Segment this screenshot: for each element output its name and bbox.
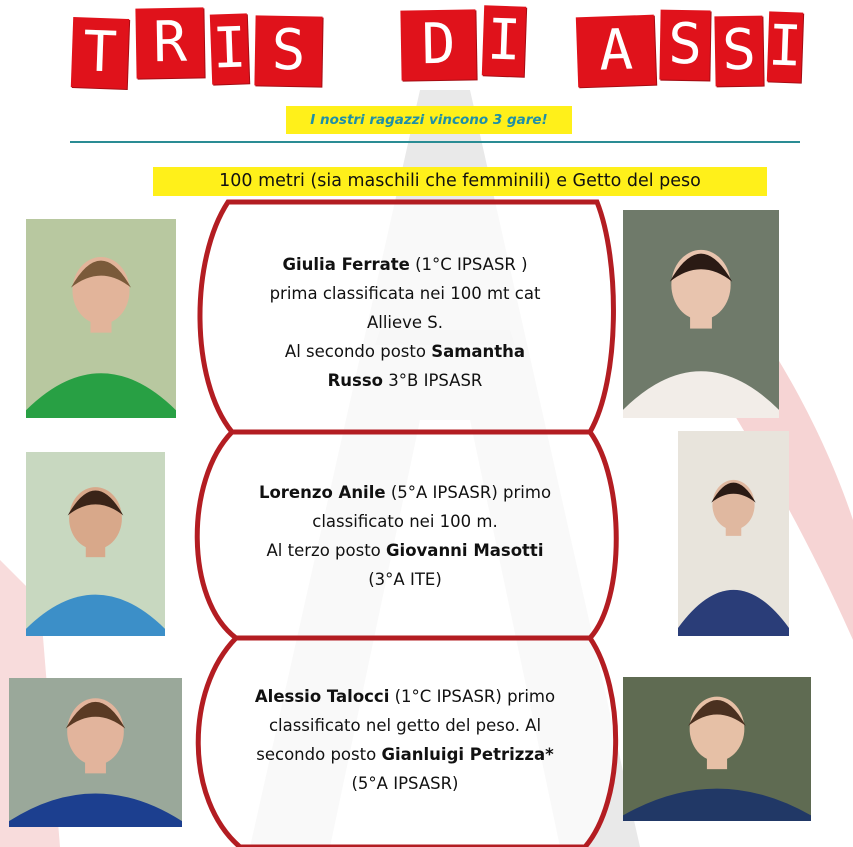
bubble-name: Alessio Talocci — [254, 687, 390, 706]
bubble-line — [195, 769, 615, 798]
photo-giovanni-masotti — [678, 431, 789, 636]
bubble-name: Samantha — [431, 342, 526, 361]
title-tile: S — [714, 16, 763, 87]
bubble-line — [205, 279, 605, 308]
bubble-text: Allieve S. — [366, 313, 444, 332]
bubble-text-giulia — [205, 250, 605, 395]
bubble-text-alessio — [195, 682, 615, 798]
bubble-name: Giulia Ferrate — [282, 255, 410, 274]
bubble-line — [195, 682, 615, 711]
bubble-text-lorenzo — [205, 478, 605, 594]
bubble-line — [205, 308, 605, 337]
bubble-text: classificato nei 100 m. — [312, 512, 498, 531]
bubble-line — [195, 711, 615, 740]
bubble-line — [205, 565, 605, 594]
bubble-text: Al secondo posto — [284, 342, 432, 361]
bubble-text: Al terzo posto — [266, 541, 387, 560]
bubble-line — [205, 250, 605, 279]
bubble-name: Giovanni Masotti — [386, 541, 544, 560]
bubble-text: 3°B IPSASR — [383, 371, 483, 390]
photo-giulia-ferrate — [26, 219, 176, 418]
title-tile: I — [482, 5, 526, 76]
bubble-name: Gianluigi Petrizza* — [381, 745, 554, 764]
bubble-text: (5°A IPSASR) primo — [385, 483, 552, 502]
bubble-text: secondo posto — [256, 745, 382, 764]
title-tile: S — [254, 15, 322, 86]
title-tile: R — [135, 7, 204, 78]
bubble-name: Russo — [327, 371, 384, 390]
photo-gianluigi-petrizza — [623, 677, 811, 821]
title-tile: D — [400, 9, 476, 80]
bubble-line — [205, 337, 605, 366]
bubble-text: (1°C IPSASR ) — [409, 255, 528, 274]
section-heading: 100 metri (sia maschili che femminili) e Getto del peso — [153, 167, 767, 196]
photo-samantha-russo — [623, 210, 779, 418]
bubble-line — [205, 478, 605, 507]
title-tile: S — [659, 10, 710, 81]
bubble-line — [205, 366, 605, 395]
bubble-text: (3°A ITE) — [368, 570, 442, 589]
title-tile: I — [767, 11, 803, 82]
photo-alessio-talocci — [9, 678, 182, 827]
bubble-line — [205, 536, 605, 565]
photo-lorenzo-anile — [26, 452, 165, 636]
bubble-line — [205, 507, 605, 536]
bubble-line — [195, 740, 615, 769]
title-tile: T — [71, 17, 129, 89]
title-tile: A — [576, 15, 656, 88]
bubble-text: (1°C IPSASR) primo — [389, 687, 556, 706]
bubble-name: Lorenzo Anile — [258, 483, 386, 502]
bubble-text: classificato nel getto del peso. Al — [268, 716, 542, 735]
title-tile: I — [210, 13, 249, 84]
bubble-text: (5°A IPSASR) — [351, 774, 459, 793]
subtitle: I nostri ragazzi vincono 3 gare! — [286, 106, 572, 134]
bubble-text: prima classificata nei 100 mt cat — [269, 284, 541, 303]
